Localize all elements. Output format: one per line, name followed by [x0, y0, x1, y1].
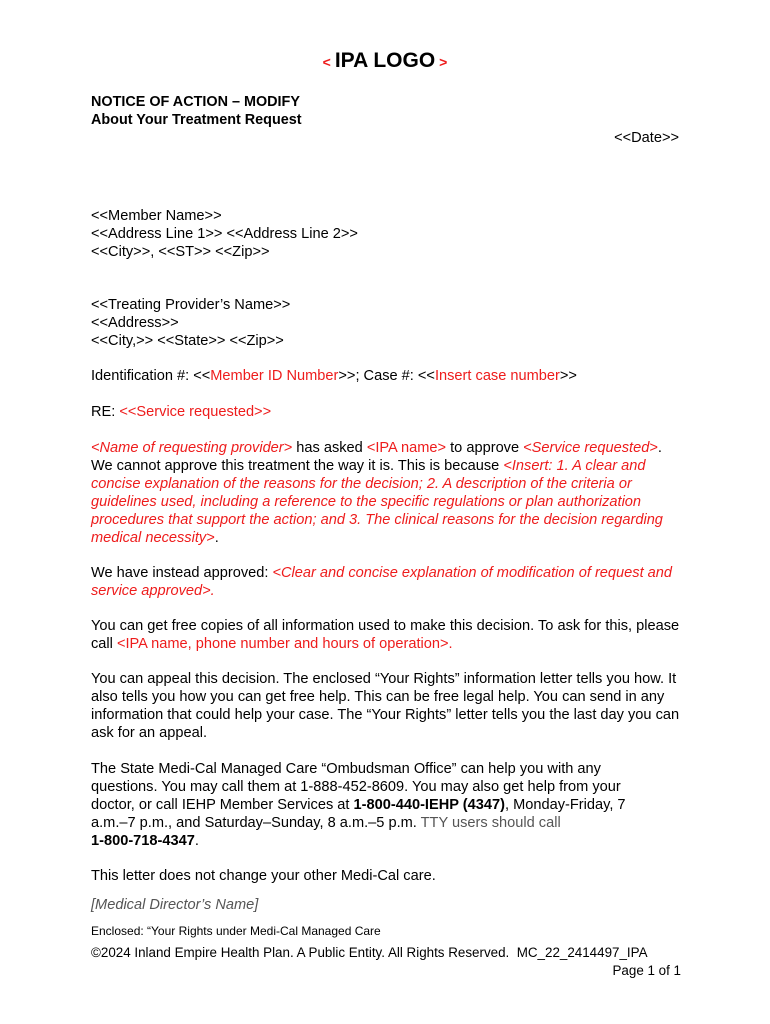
case-number-field: Insert case number [434, 368, 560, 384]
provider-address-block [91, 296, 681, 350]
notice-title: NOTICE OF ACTION – MODIFY [91, 94, 300, 110]
medi-cal-care-note: This letter does not change your other Medi-Cal care. [91, 868, 436, 884]
footer-code: MC_22_2414497_IPA [516, 945, 648, 960]
identification-line: Identification #: <<Member ID Number>>; Case #: <<Insert case number>> [91, 368, 577, 384]
tty-phone: 1-800-718-4347 [91, 833, 195, 849]
ipa-name-field: <IPA name> [366, 440, 447, 456]
member-address-block [91, 207, 681, 261]
provider-city: <<City,>> <<State>> <<Zip>> [91, 333, 284, 349]
copies-paragraph: You can get free copies of all information used to make this decision. To ask for this, please call <IPA name, phone number and hours of operation>. [91, 618, 680, 652]
iehp-phone: 1-800-440-IEHP (4347) [353, 797, 505, 813]
modification-explanation-field: <Clear and concise explanation of modification of request and service approved>. [91, 565, 673, 599]
logo-left-bracket: < [322, 54, 331, 70]
service-field: <Service requested> [523, 440, 658, 456]
decision-reason-field: <Insert: 1. A clear and concise explanation of the reasons for the decision; 2. A description of the criteria or guidelines used, including a reference to the specific regulations or plan authorization procedures that support the action; and 3. The clinical reasons for the decision regarding medical necessity> [91, 458, 663, 546]
member-name: <<Member Name>> [91, 208, 222, 224]
ombudsman-paragraph: The State Medi-Cal Managed Care “Ombudsman Office” can help you with any questions. You may call them at 1-888-452-8609. You may also get help from your doctor, or call IEHP Member Services at 1-800-440-IEHP (4347), Monday-Friday, 7 a.m.–7 p.m., and Saturday–Sunday, 8 a.m.–5 p.m. TTY users should call 1-800-718-4347. [91, 761, 626, 849]
decision-paragraph: <Name of requesting provider> has asked <IPA name> to approve <Service requested>. We cannot approve this treatment the way it is. This is because <Insert: 1. A clear and concise explanation of the reasons for the decision; 2. A description of the criteria or guidelines used, including a reference to the specific regulations or plan authorization procedures that support the action; and 3. The clinical reasons for the decision regarding medical necessity>. [91, 440, 663, 546]
provider-address: <<Address>> [91, 315, 179, 331]
letter-date: <<Date>> [614, 130, 679, 146]
tty-note: TTY users should call [420, 815, 561, 831]
logo-text: IPA LOGO [334, 49, 436, 72]
logo-right-bracket: > [439, 54, 448, 70]
approved-paragraph: We have instead approved: <Clear and concise explanation of modification of request and service approved>. [91, 565, 673, 599]
appeal-paragraph: You can appeal this decision. The enclosed “Your Rights” information letter tells you how. It also tells you how you can get free help. This can be free legal help. You can send in any information that could help your case. The “Your Rights” letter tells you the last day you can ask for an appeal. [91, 671, 680, 741]
enclosure-note: Enclosed: “Your Rights under Medi-Cal Managed Care [91, 924, 381, 938]
member-city: <<City>>, <<ST>> <<Zip>> [91, 244, 270, 260]
signature-placeholder: [Medical Director’s Name] [91, 897, 259, 913]
provider-name: <<Treating Provider’s Name>> [91, 297, 291, 313]
footer-copyright: ©2024 Inland Empire Health Plan. A Public Entity. All Rights Reserved. [91, 945, 510, 960]
requesting-provider-field: <Name of requesting provider> [91, 440, 293, 456]
page-number: Page 1 of 1 [612, 963, 681, 978]
notice-subtitle: About Your Treatment Request [91, 112, 302, 128]
re-line: RE: <<Service requested>> [91, 404, 272, 420]
ipa-contact-field: <IPA name, phone number and hours of operation>. [116, 636, 453, 652]
footer [91, 944, 681, 980]
member-id-field: Member ID Number [210, 368, 339, 384]
service-requested-field: <<Service requested>> [119, 404, 272, 420]
ipa-logo-placeholder [0, 49, 770, 73]
member-address: <<Address Line 1>> <<Address Line 2>> [91, 226, 358, 242]
